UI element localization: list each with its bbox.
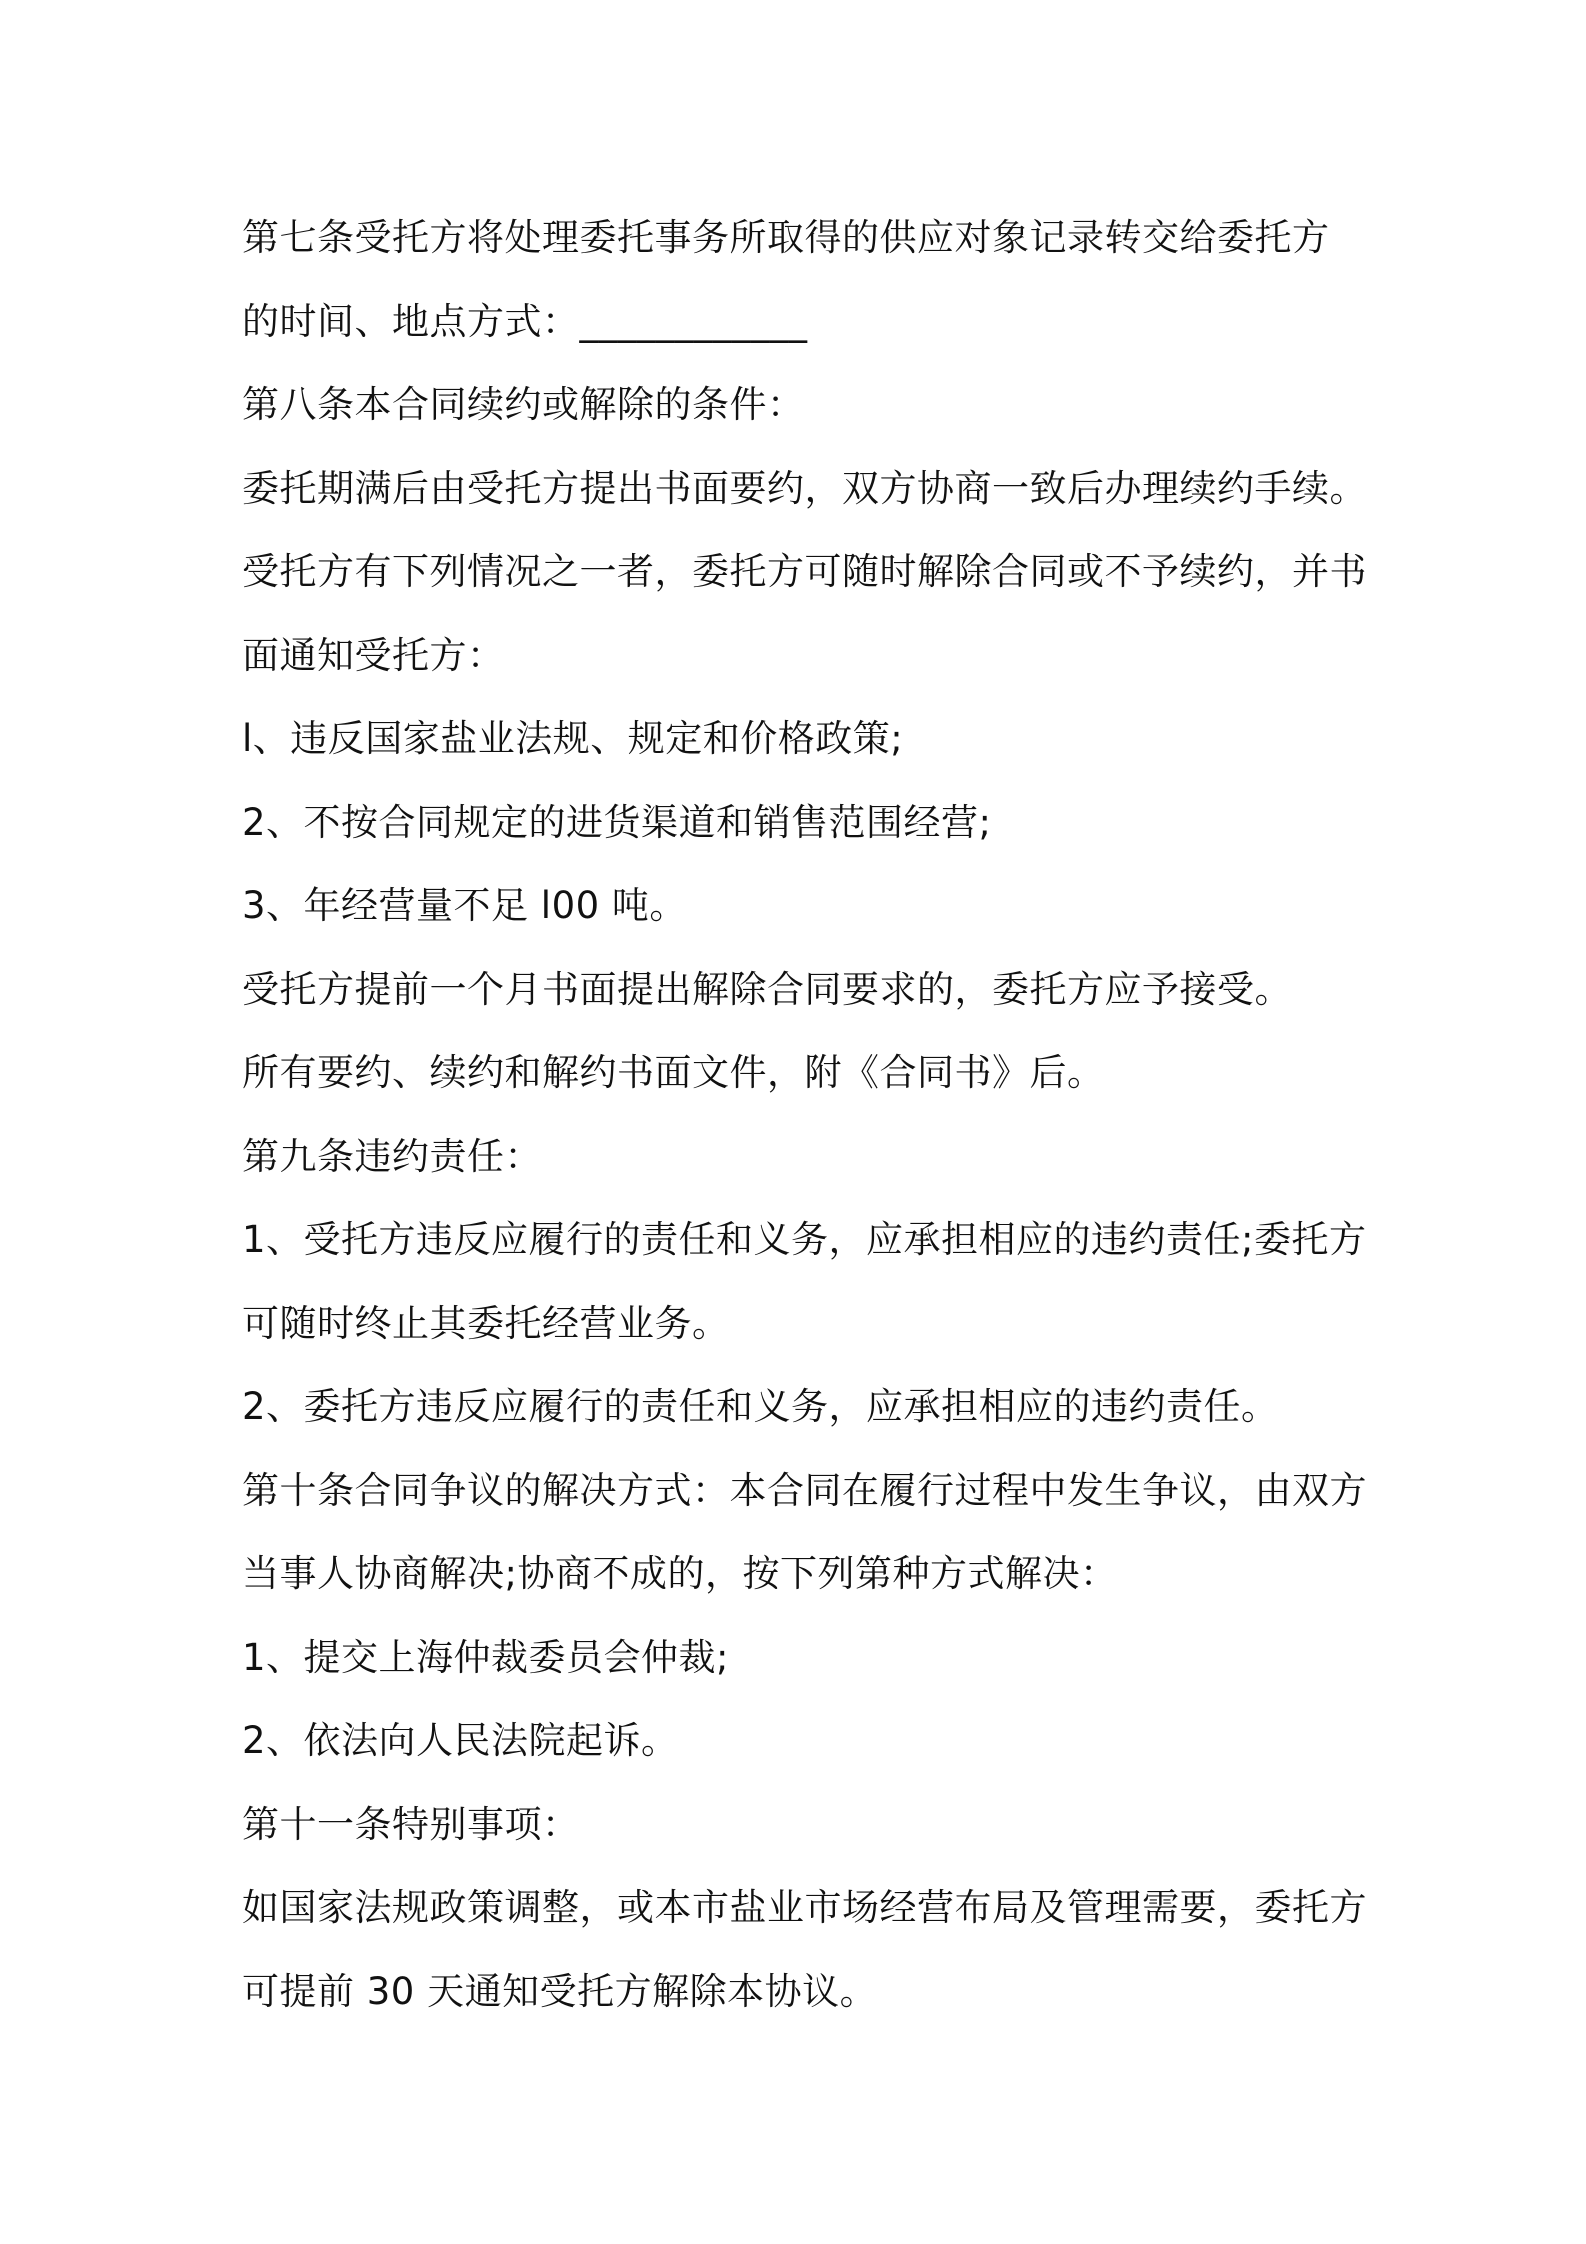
- text-line: 2、依法向人民法院起诉。: [242, 1719, 679, 1762]
- contract-text-body: [242, 196, 1367, 2033]
- text-line: 1、提交上海仲裁委员会仲裁;: [242, 1635, 730, 1679]
- text-line: 可提前 30 天通知受托方解除本协议。: [242, 1969, 878, 2013]
- text-line: 3、年经营量不足 l00 吨。: [242, 884, 687, 927]
- text-line: 面通知受托方：: [242, 633, 505, 677]
- text-line: 2、不按合同规定的进货渠道和销售范围经营;: [242, 800, 992, 844]
- text-line: 第九条违约责任：: [242, 1134, 542, 1178]
- text-line: 可随时终止其委托经营业务。: [242, 1301, 730, 1345]
- text-line: 第八条本合同续约或解除的条件：: [242, 383, 805, 426]
- text-line: 委托期满后由受托方提出书面要约，双方协商一致后办理续约手续。: [242, 466, 1367, 510]
- text-line: 第十条合同争议的解决方式：本合同在履行过程中发生争议，由双方: [242, 1468, 1367, 1512]
- text-line: 1、受托方违反应履行的责任和义务，应承担相应的违约责任;委托方: [242, 1218, 1367, 1261]
- text-line: 第七条受托方将处理委托事务所取得的供应对象记录转交给委托方: [242, 216, 1330, 259]
- text-line: 当事人协商解决;协商不成的，按下列第种方式解决：: [242, 1552, 1118, 1595]
- text-line: 第十一条特别事项：: [242, 1802, 580, 1846]
- text-line: 所有要约、续约和解约书面文件，附《合同书》后。: [242, 1051, 1105, 1094]
- text-line: 如国家法规政策调整，或本市盐业市场经营布局及管理需要，委托方: [242, 1886, 1367, 1929]
- text-line: 受托方有下列情况之一者，委托方可随时解除合同或不予续约，并书: [242, 550, 1367, 593]
- text-line: 的时间、地点方式：____________: [242, 299, 808, 343]
- text-line: 2、委托方违反应履行的责任和义务，应承担相应的违约责任。: [242, 1385, 1279, 1428]
- text-line: 受托方提前一个月书面提出解除合同要求的，委托方应予接受。: [242, 967, 1292, 1011]
- text-line: l、违反国家盐业法规、规定和价格政策;: [242, 717, 904, 760]
